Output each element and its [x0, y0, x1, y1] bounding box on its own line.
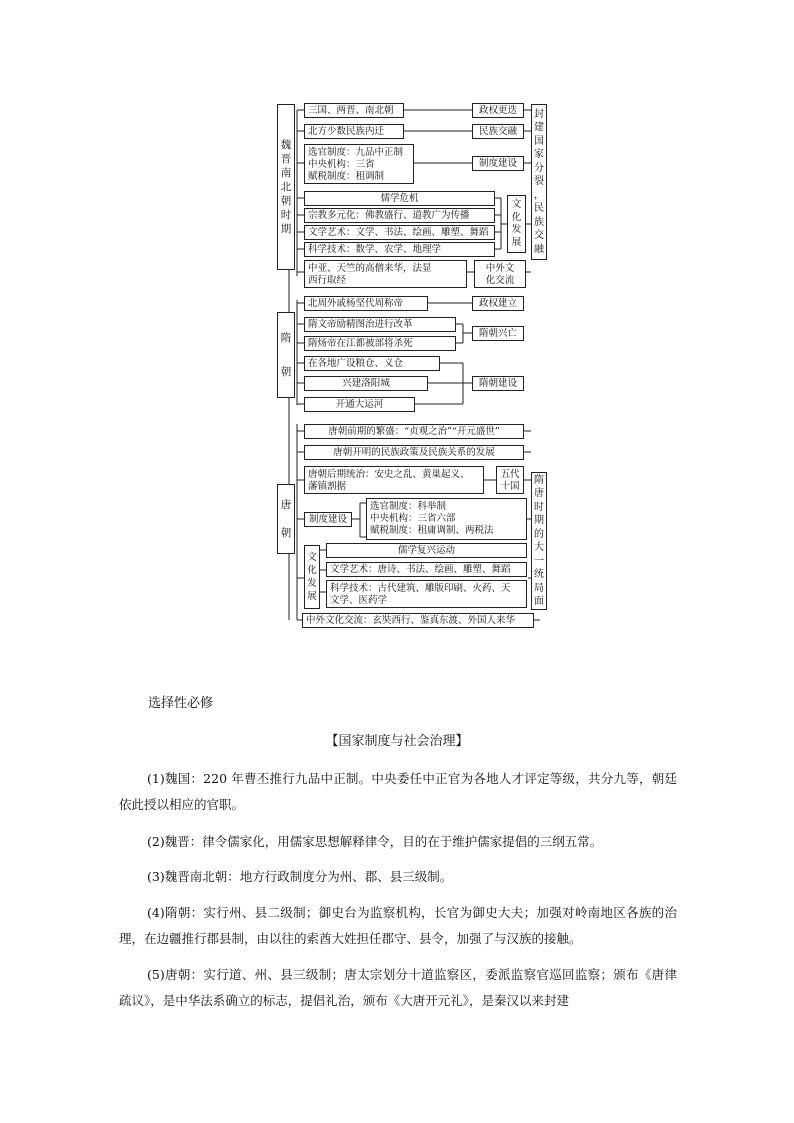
- paragraph-1: (1)魏国：220 年曹丕推行九品中正制。中央委任中正官为各地人才评定等级，共分九等，朝廷依此授以相应的官职。: [119, 771, 677, 812]
- right-label-unification: 隋 唐 时 期 的 大 一 统 局 面: [531, 472, 547, 610]
- wj-tag-institution-building: 制度建设: [472, 156, 524, 171]
- sui-item-fall: 隋炀帝在江都被部将杀死: [304, 336, 456, 351]
- wj-culture-arts: 文学艺术：文学、书法、绘画、雕塑、舞蹈: [304, 225, 495, 240]
- tang-tag-five-dynasties: 五代 十国: [496, 466, 524, 494]
- sui-tag-regime-founding: 政权建立: [472, 296, 524, 311]
- sui-tag-rise-fall: 隋朝兴亡: [472, 326, 524, 341]
- tang-item-institutions: 选官制度：科举制 中央机构：三省六部 赋税制度：租庸调制、两税法: [366, 498, 527, 540]
- sui-item-founding: 北周外戚杨坚代周称帝: [304, 296, 428, 311]
- section-title: 【国家制度与社会治理】: [325, 734, 469, 749]
- paragraph-3: (3)魏晋南北朝：地方行政制度分为州、郡、县三级制。: [147, 869, 453, 884]
- sui-item-granaries: 在各地广设粮仓、义仓: [304, 356, 440, 371]
- group-label-wei-jin: 魏 晋 南 北 朝 时 期: [277, 104, 295, 270]
- tang-item-late-rule: 唐朝后期统治：安史之乱、黄巢起义、 藩镇割据: [304, 466, 484, 494]
- wj-culture-religion: 宗教多元化：佛教盛行、道教广为传播: [304, 208, 495, 223]
- tang-item-foreign-exchange: 中外文化交流：玄奘西行、鉴真东渡、外国人来华: [302, 613, 534, 628]
- wj-item-migration: 北方少数民族内迁: [304, 124, 404, 139]
- sui-item-grand-canal: 开通大运河: [304, 397, 415, 412]
- sui-item-reform: 隋文帝励精图治进行改革: [304, 317, 456, 332]
- group-label-tang: 唐 朝: [277, 484, 295, 554]
- paragraph-5: (5)唐朝：实行道、州、县三级制；唐太宗划分十道监察区，委派监察官巡回监察；颁布《唐律疏议》，是中华法系确立的标志，提倡礼治，颁布《大唐开元礼》，是秦汉以来封建: [119, 967, 677, 1008]
- wj-item-institutions: 选官制度：九品中正制 中央机构：三省 赋税制度：租调制: [304, 144, 414, 184]
- tang-item-ethnic-policy: 唐朝开明的民族政策及民族关系的发展: [304, 445, 524, 460]
- tang-culture-science: 科学技术：古代建筑、雕版印刷、火药、天 文学、医药学: [326, 580, 527, 608]
- wj-tag-culture: 文 化 发 展: [507, 195, 526, 253]
- paragraph-2: (2)魏晋：律令儒家化，用儒家思想解释律令，目的在于维护儒家提倡的三纲五常。: [147, 834, 603, 849]
- paragraph-4: (4)隋朝：实行州、县二级制；御史台为监察机构，长官为御史大夫；加强对岭南地区各族的治理，在边疆推行郡县制，由以往的索酋大姓担任郡守、县令，加强了与汉族的接触。: [119, 905, 677, 946]
- wj-item-exchange: 中亚、天竺的高僧来华，法显 西行取经: [304, 260, 467, 288]
- sui-tag-construction: 隋朝建设: [472, 376, 524, 391]
- tang-culture-arts: 文学艺术：唐诗、书法、绘画、雕塑、舞蹈: [326, 562, 527, 577]
- tang-tag-culture: 文 化 发 展: [304, 545, 320, 609]
- tang-item-prosperity: 唐朝前期的繁盛：“贞观之治”“开元盛世”: [304, 424, 524, 439]
- wj-item-regimes: 三国、两晋、南北朝: [304, 103, 404, 118]
- group-label-sui: 隋 朝: [277, 312, 295, 398]
- wj-tag-foreign-exchange: 中外文 化交流: [474, 260, 526, 288]
- tang-culture-confucian-revival: 儒学复兴运动: [326, 543, 527, 558]
- tang-tag-institutions: 制度建设: [304, 512, 352, 527]
- wj-tag-regime-change: 政权更迭: [472, 103, 524, 118]
- sui-item-luoyang: 兴建洛阳城: [304, 376, 428, 391]
- right-label-division: 封 建 国 家 分 裂 ， 民 族 交 融: [531, 104, 547, 260]
- wj-tag-ethnic-fusion: 民族交融: [472, 124, 524, 139]
- wj-culture-confucian-crisis: 儒学危机: [304, 191, 495, 206]
- heading-elective: 选择性必修: [148, 696, 214, 711]
- wj-culture-science: 科学技术：数学、农学、地理学: [304, 242, 495, 257]
